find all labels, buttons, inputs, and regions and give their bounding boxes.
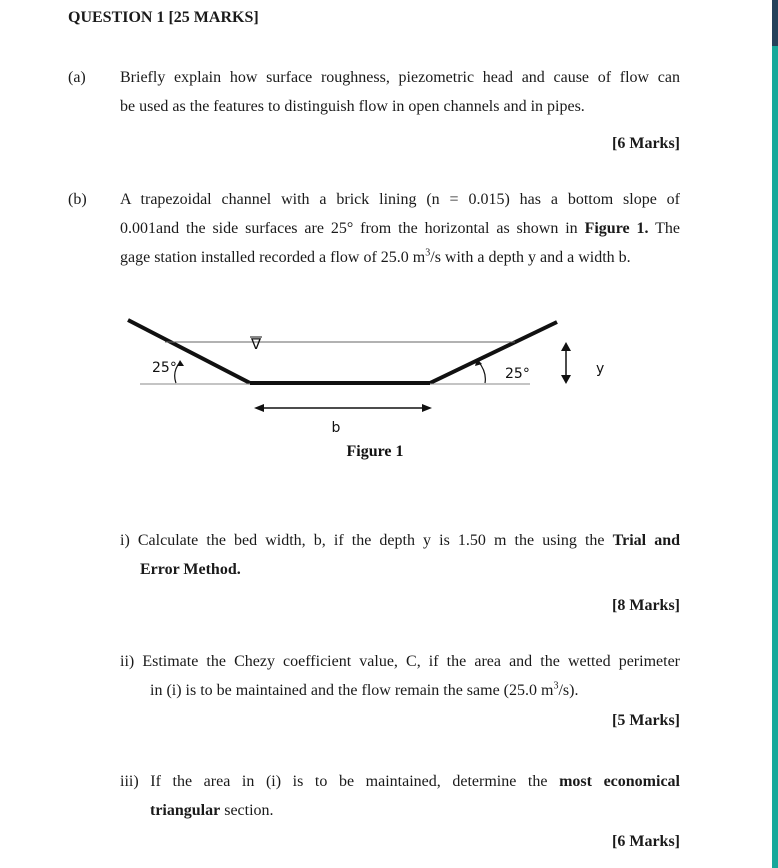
sub-i-line-1 bbox=[120, 531, 680, 551]
sub-i-line-1-text: i) Calculate the bed width, b, if the depth y is 1.50 m the using the bbox=[120, 532, 605, 549]
sub-iii-line-1 bbox=[120, 772, 680, 792]
part-b-line-3-text: gage station installed recorded a flow of 25.0 m bbox=[120, 249, 426, 266]
part-a-line-2: be used as the features to distinguish flow in open channels and in pipes. bbox=[120, 98, 585, 115]
water-level-symbol: ∇ bbox=[250, 335, 262, 353]
right-angle-label: 25° bbox=[505, 366, 530, 382]
depth-arrow-down bbox=[561, 375, 571, 384]
left-bank bbox=[128, 320, 250, 383]
left-angle-label: 25° bbox=[152, 360, 177, 376]
sub-iii-line-1-bold: most economical bbox=[559, 773, 680, 790]
figure-reference: Figure 1. bbox=[584, 220, 649, 237]
sub-ii-line-1: ii) Estimate the Chezy coefficient value, C, if the area and the wetted perimeter bbox=[120, 653, 680, 670]
right-bank bbox=[430, 322, 557, 383]
part-a-line-1: Briefly explain how surface roughness, piezometric head and cause of flow can bbox=[120, 69, 680, 86]
width-arrow-right bbox=[422, 404, 432, 412]
width-arrow-left bbox=[254, 404, 264, 412]
left-angle-arrowhead bbox=[177, 360, 184, 366]
part-a-label: (a) bbox=[68, 69, 86, 86]
width-label: b bbox=[331, 420, 341, 436]
depth-label: y bbox=[596, 361, 605, 377]
part-a-marks: [6 Marks] bbox=[612, 135, 680, 152]
sub-i-line-1-bold: Trial and bbox=[612, 532, 681, 549]
depth-arrow-up bbox=[561, 342, 571, 351]
part-b-line-2-end: The bbox=[655, 220, 680, 237]
part-b-label: (b) bbox=[68, 191, 87, 208]
sub-iii-line-2-bold: triangular bbox=[150, 802, 221, 819]
sub-iii-line-1-text: iii) If the area in (i) is to be maintained, determine the bbox=[120, 773, 548, 790]
sub-iii-line-2-text: section. bbox=[220, 802, 274, 819]
sub-ii-superscript: 3 bbox=[553, 680, 559, 692]
sub-iii-line-2 bbox=[150, 801, 274, 821]
part-b-line-1: A trapezoidal channel with a brick lining (n = 0.015) has a bottom slope of bbox=[120, 191, 680, 208]
sub-ii-line-2-end: /s). bbox=[558, 682, 579, 699]
part-b-superscript: 3 bbox=[425, 247, 431, 259]
part-b-line-3-end: /s with a depth y and a width b. bbox=[430, 249, 631, 266]
sub-ii-line-2 bbox=[150, 681, 578, 701]
sub-i-marks: [8 Marks] bbox=[612, 597, 680, 614]
part-b-line-2-text: 0.001and the side surfaces are 25° from the horizontal as shown in bbox=[120, 220, 585, 237]
sub-ii-line-2-text: in (i) is to be maintained and the flow remain the same (25.0 m bbox=[150, 682, 554, 699]
figure-caption: Figure 1 bbox=[346, 443, 404, 460]
sub-i-line-2: Error Method. bbox=[140, 561, 241, 578]
sub-iii-marks: [6 Marks] bbox=[612, 833, 680, 850]
sub-ii-marks: [5 Marks] bbox=[612, 712, 680, 729]
question-title: QUESTION 1 [25 MARKS] bbox=[68, 9, 259, 26]
